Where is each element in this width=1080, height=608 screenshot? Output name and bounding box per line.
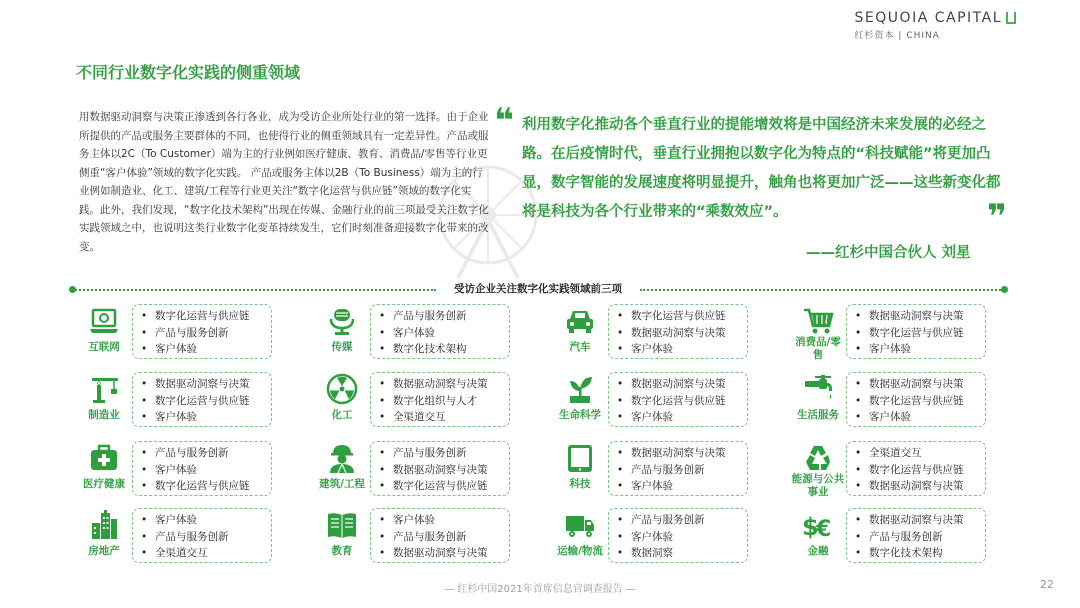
focus-area-item: • 数字化组织与人才 [379, 393, 509, 410]
focus-areas-list [855, 376, 985, 426]
focus-area-item: • 数字化运营与供应链 [617, 308, 747, 325]
focus-area-item: • 产品与服务创新 [617, 462, 747, 479]
focus-areas-list [141, 376, 271, 426]
svg-text:€: € [816, 517, 832, 541]
focus-areas-box [846, 372, 986, 427]
focus-areas-box [608, 508, 748, 563]
focus-area-item: • 全渠道交互 [379, 409, 509, 426]
laptop-icon [88, 305, 120, 337]
focus-area-item: • 数字化运营与供应链 [855, 325, 985, 342]
industry-card [80, 303, 316, 360]
radiation-icon [326, 373, 358, 405]
industry-card [556, 507, 792, 564]
industry-label: 医疗健康 [83, 478, 125, 490]
focus-area-item: • 数字化运营与供应链 [855, 462, 985, 479]
industry-label: 房地产 [88, 545, 120, 557]
page-number: 22 [1040, 578, 1054, 591]
industry-icon-group [794, 371, 842, 428]
brand-logo [855, 10, 1016, 41]
focus-areas-box [132, 508, 272, 563]
industry-icon-group [556, 303, 604, 360]
industry-card [794, 507, 1030, 564]
industry-icon-group [80, 303, 128, 360]
industry-card [794, 371, 1030, 428]
focus-areas-list [617, 512, 747, 562]
industry-card [318, 303, 554, 360]
divider-dot-right [1001, 286, 1008, 293]
industry-icon-group [556, 507, 604, 564]
section-label: 受访企业关注数字化实践领域前三项 [454, 283, 622, 295]
page-title: 不同行业数字化实践的侧重领域 [76, 63, 301, 82]
focus-areas-list [617, 376, 747, 426]
focus-area-item: • 数据驱动洞察与决策 [855, 376, 985, 393]
focus-area-item: • 产品与服务创新 [141, 325, 271, 342]
focus-area-item: • 数据驱动洞察与决策 [617, 445, 747, 462]
focus-areas-list [379, 308, 509, 358]
focus-areas-list [617, 445, 747, 495]
focus-areas-list [141, 445, 271, 495]
focus-area-item: • 产品与服务创新 [379, 308, 509, 325]
industry-label: 生活服务 [797, 409, 839, 421]
industry-card [556, 440, 792, 497]
focus-area-item: • 产品与服务创新 [617, 512, 747, 529]
focus-area-item: • 产品与服务创新 [379, 445, 509, 462]
medical-kit-icon [88, 442, 120, 474]
industry-label: 科技 [569, 478, 591, 490]
focus-areas-box [370, 304, 510, 359]
industry-label: 建筑/工程 [319, 478, 365, 490]
industry-icon-group [318, 371, 366, 428]
focus-area-item: • 数据驱动洞察与决策 [855, 478, 985, 495]
focus-area-item: • 数据驱动洞察与决策 [379, 545, 509, 562]
industry-icon-group [318, 507, 366, 564]
focus-areas-list [617, 308, 747, 358]
industry-icon-group [80, 507, 128, 564]
industry-label: 教育 [331, 545, 353, 557]
focus-area-item: • 客户体验 [855, 409, 985, 426]
focus-areas-box [608, 372, 748, 427]
focus-area-item: • 数据驱动洞察与决策 [379, 376, 509, 393]
focus-area-item: • 产品与服务创新 [141, 529, 271, 546]
quote-text: 利用数字化推动各个垂直行业的提能增效将是中国经济未来发展的必经之路。在后疫情时代，垂直行业拥抱以数字化为特点的“科技赋能”将更加凸显，数字智能的发展速度将明显提升，触角也将更加广泛——这些新变化都将是科技为各个行业带来的“乘数效应”。 [522, 117, 1001, 220]
divider-line-right [640, 289, 1004, 291]
industry-icon-group [791, 440, 845, 498]
industry-icon-group [318, 303, 366, 360]
focus-area-item: • 数据洞察 [617, 545, 747, 562]
focus-area-item: • 数据驱动洞察与决策 [617, 325, 747, 342]
focus-areas-list [141, 512, 271, 562]
focus-area-item: • 数字化运营与供应链 [617, 393, 747, 410]
focus-area-item: • 客户体验 [141, 409, 271, 426]
plant-icon [564, 373, 596, 405]
focus-areas-list [855, 512, 985, 562]
focus-areas-box [132, 441, 272, 496]
focus-area-item: • 客户体验 [141, 462, 271, 479]
industry-icon-group [794, 303, 842, 360]
focus-area-item: • 客户体验 [379, 512, 509, 529]
focus-areas-box [132, 372, 272, 427]
industry-label: 互联网 [88, 341, 120, 353]
industry-card [80, 440, 316, 497]
focus-area-item: • 数字化技术架构 [855, 545, 985, 562]
worker-icon [326, 442, 358, 474]
faucet-icon [802, 373, 834, 405]
focus-areas-box [370, 372, 510, 427]
industry-icon-group [80, 440, 128, 497]
recycle-icon [802, 442, 834, 474]
focus-areas-box [846, 508, 986, 563]
focus-area-item: • 数字化运营与供应链 [379, 478, 509, 495]
brand-subtitle: 红杉资本 | CHINA [854, 31, 940, 41]
shopping-cart-icon [802, 305, 834, 337]
divider-line-left [72, 289, 436, 291]
focus-area-item: • 客户体验 [379, 325, 509, 342]
focus-area-item: • 产品与服务创新 [379, 529, 509, 546]
focus-areas-list [141, 308, 271, 358]
focus-area-item: • 全渠道交互 [141, 545, 271, 562]
industry-label: 生命科学 [559, 409, 601, 421]
microphone-icon [326, 305, 358, 337]
focus-area-item: • 产品与服务创新 [141, 445, 271, 462]
industry-card [556, 371, 792, 428]
industry-card [80, 371, 316, 428]
quote-attribution: ——红杉中国合伙人 刘星 [806, 245, 971, 261]
quote-close-icon: ❞ [987, 197, 1007, 237]
industry-label: 汽车 [569, 341, 591, 353]
focus-areas-box [132, 304, 272, 359]
focus-area-item: • 数据驱动洞察与决策 [855, 512, 985, 529]
focus-area-item: • 数字化技术架构 [379, 341, 509, 358]
focus-areas-list [855, 308, 985, 358]
focus-area-item: • 客户体验 [141, 341, 271, 358]
car-icon [564, 305, 596, 337]
buildings-icon [88, 509, 120, 541]
industry-icon-group [556, 440, 604, 497]
focus-areas-box [846, 441, 986, 496]
focus-area-item: • 数字化运营与供应链 [855, 393, 985, 410]
focus-areas-list [379, 445, 509, 495]
focus-areas-list [855, 445, 985, 495]
industry-card [318, 507, 554, 564]
focus-area-item: • 客户体验 [617, 529, 747, 546]
footer-text: — 红杉中国2021年首席信息官调查报告 — [444, 584, 636, 595]
crane-icon [88, 373, 120, 405]
industry-label: 制造业 [88, 409, 120, 421]
focus-area-item: • 数字化运营与供应链 [141, 478, 271, 495]
focus-area-item: • 数字化运营与供应链 [141, 308, 271, 325]
sequoia-mark-icon [1006, 12, 1016, 24]
industry-label: 运输/物流 [557, 545, 603, 557]
focus-area-item: • 数据驱动洞察与决策 [617, 376, 747, 393]
focus-area-item: • 数据驱动洞察与决策 [379, 462, 509, 479]
focus-areas-box [608, 304, 748, 359]
industry-card [318, 440, 554, 497]
quote-open-icon: ❝ [494, 101, 514, 141]
focus-area-item: • 客户体验 [617, 478, 747, 495]
industry-label: 消费品/零售 [795, 336, 841, 361]
currency-icon [802, 509, 834, 541]
brand-name: SEQUOIA CAPITAL [854, 10, 1002, 26]
focus-area-item: • 产品与服务创新 [855, 529, 985, 546]
industry-icon-group [794, 507, 842, 564]
focus-area-item: • 数据驱动洞察与决策 [855, 308, 985, 325]
industry-label: 能源与公共事业 [791, 473, 845, 498]
book-icon [326, 509, 358, 541]
focus-areas-box [608, 441, 748, 496]
industry-card [80, 507, 316, 564]
intro-paragraph: 用数据驱动洞察与决策正渗透到各行各业，成为受访企业所处行业的第一选择。由于企业所提供的产品或服务主要群体的不同，也使得行业的侧重领域具有一定差异性。产品或服务主体以2C（To Customer）端为主的行业例如医疗健康、教育、消费品/零售等行业更侧重“客户体验”领域的数字化实践。 产品或服务主体以2B（To Business）端为主的行业例如制造业、化工、建筑/工程等行业更关注“数字化运营与供应链”领域的数字化实践。此外，我们发现，“数字化技术架构”出现在传媒、金融行业的前三项最受关注数字化实践领域之中，也说明这类行业数字化变革持续发生，它们时刻准备迎接数字化带来的改变。 [79, 111, 489, 253]
tablet-icon [564, 442, 596, 474]
industry-icon-group [556, 371, 604, 428]
focus-area-item: • 客户体验 [617, 409, 747, 426]
focus-area-item: • 数据驱动洞察与决策 [141, 376, 271, 393]
industry-icon-group [80, 371, 128, 428]
svg-text:$: $ [802, 513, 819, 541]
industry-label: 金融 [807, 545, 829, 557]
focus-area-item: • 客户体验 [855, 341, 985, 358]
focus-areas-list [379, 512, 509, 562]
focus-area-item: • 全渠道交互 [855, 445, 985, 462]
focus-area-item: • 数字化运营与供应链 [141, 393, 271, 410]
industry-card [794, 303, 1030, 360]
focus-area-item: • 客户体验 [141, 512, 271, 529]
focus-area-item: • 客户体验 [617, 341, 747, 358]
industry-card [556, 303, 792, 360]
focus-areas-box [370, 508, 510, 563]
industry-card [318, 371, 554, 428]
focus-areas-box [370, 441, 510, 496]
industry-label: 化工 [331, 409, 353, 421]
industry-icon-group [318, 440, 366, 497]
focus-areas-box [846, 304, 986, 359]
industry-label: 传媒 [331, 341, 353, 353]
industry-card [791, 440, 1030, 498]
truck-icon [564, 509, 596, 541]
focus-areas-list [379, 376, 509, 426]
